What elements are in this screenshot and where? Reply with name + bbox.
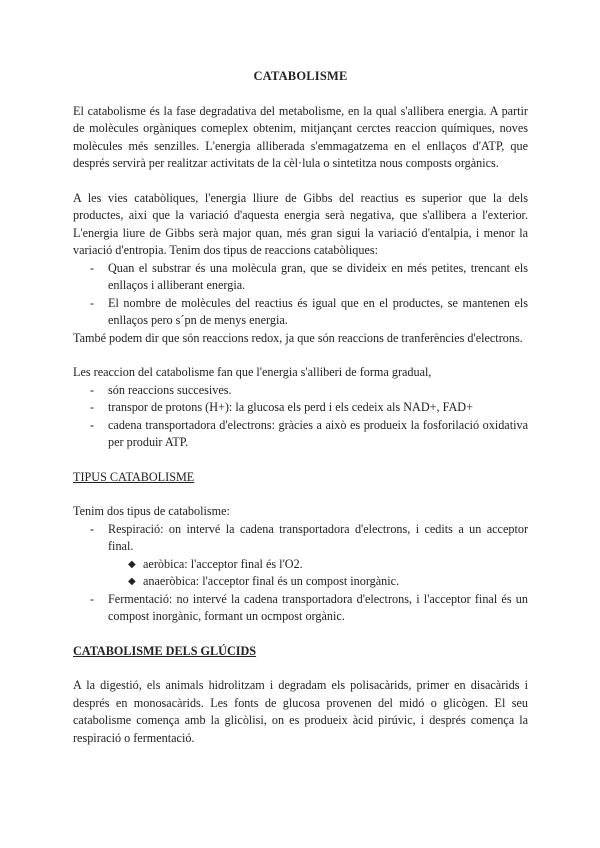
document-content [73, 68, 528, 747]
digestion-paragraph: A la digestió, els animals hidrolitzam i degradam els polisacàrids, primer en disacàrids i després en monosacàrids. Les fonts de glucosa provenen del midó o glicògen. El seu catabolisme comença amb la glicòlisi, on es produeix àcid pirúvic, i després comença la respiració o fermentació. [73, 678, 528, 745]
list-item: - Quan el substrar és una molècula gran, que se divideix en més petites, trencant els enllaços i alliberant energia. [73, 260, 528, 295]
section-heading-glucids: CATABOLISME DELS GLÚCIDS [73, 643, 257, 658]
sublist-item: ◆ aeròbica: l'acceptor final és l'O2. [73, 556, 528, 574]
respiration-sublist [73, 556, 528, 591]
gibbs-paragraph: A les vies catabòliques, l'energia lliure de Gibbs del reactius es superior que la dels productes, aixi que la variació d'aquesta energia serà negativa, que s'allibera a l'exterior. L'energia liure de Gibbs serà major quan, més gran sigui la variació d'entalpia, i menor la variació d'entropia. Tenim dos tipus de reaccions catabòliques: [73, 190, 528, 257]
list-item: - transpor de protons (H+): la glucosa els perd i els cedeix als NAD+, FAD+ [73, 399, 528, 417]
section-heading-tipus: TIPUS CATABOLISME [73, 469, 195, 484]
types-intro-paragraph: Tenim dos tipus de catabolisme: [73, 504, 230, 518]
list-item: - cadena transportadora d'electrons: gràcies a això es produeix la fosforilació oxidativa per produir ATP. [73, 417, 528, 452]
list-item-text: Respiració: on intervé la cadena transportadora d'electrons, i cedits a un acceptor final. [108, 521, 528, 553]
intro-paragraph: El catabolisme és la fase degradativa del metabolisme, en la qual s'allibera energia. A partir de molècules orgàniques comeplex obtenim, mitjançant cerctes reaccion químiques, noves molècules més senzilles. L'energia alliberada s'emmagatzema en el enllaços d'ATP, que després servirà per realitzar activitats de la cèl·lula o sintetitza nous composts orgànics. [73, 103, 528, 170]
redox-paragraph: També podem dir que són reaccions redox, ja que són reaccions de tranferències d'electrons. [73, 330, 523, 345]
gradual-list [73, 382, 528, 452]
page-title: CATABOLISME [253, 69, 348, 83]
catabolism-types-list [73, 521, 528, 626]
sublist-item: ◆ anaeròbica: l'acceptor final és un compost inorgànic. [73, 573, 528, 591]
list-item-respiracio [73, 521, 528, 591]
list-item-fermentacio: - Fermentació: no intervé la cadena transportadora d'electrons, i l'acceptor final és un compost inorgànic, formant un ocmpost orgànic. [73, 591, 528, 626]
list-item: - El nombre de molècules del reactius és igual que en el productes, se mantenen els enllaços pero s´pn de menys energia. [73, 295, 528, 330]
reaction-types-list [73, 260, 528, 330]
gradual-paragraph: Les reaccion del catabolisme fan que l'energia s'alliberi de forma gradual, [73, 365, 432, 379]
list-item: - són reaccions succesives. [73, 382, 528, 400]
